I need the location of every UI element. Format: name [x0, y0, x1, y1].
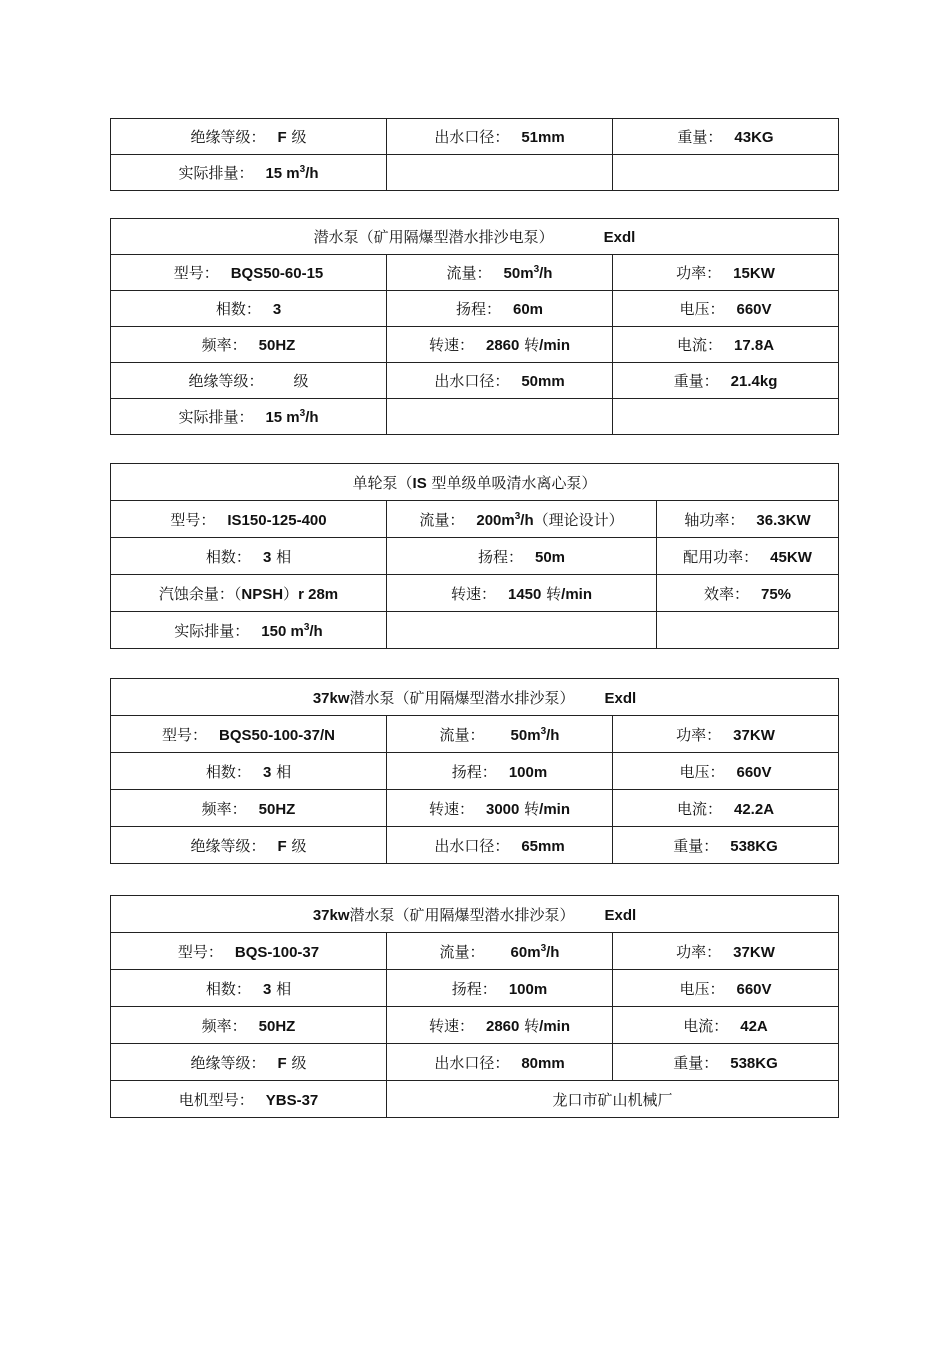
table-row [111, 327, 839, 363]
table-row [111, 363, 839, 399]
spec-table-4 [110, 678, 839, 864]
cell-frequency: 频率： 50HZ [111, 327, 387, 363]
cell-weight: 重量： 43KG [613, 119, 839, 155]
cell-weight: 重量： 538KG [613, 827, 839, 864]
cell-outlet-diameter: 出水口径： 80mm [387, 1044, 613, 1081]
cell-voltage: 电压： 660V [613, 753, 839, 790]
spec-table-5 [110, 895, 839, 1118]
cell-flow: 流量： $50m^3/h$ [387, 255, 613, 291]
cell-model: 型号： BQS50-100-37/N [111, 716, 387, 753]
cell-insulation: 绝缘等级： 级 [111, 363, 387, 399]
table-row [111, 827, 839, 864]
cell-actual-discharge: 实际排量： 150 $m^3/h$ [111, 612, 387, 649]
cell-model: 型号： BQS50-60-15 [111, 255, 387, 291]
cell-speed: 转速： 2860 转/min [387, 327, 613, 363]
table-title-row [111, 464, 839, 501]
cell-weight: 重量： 538KG [613, 1044, 839, 1081]
cell-speed: 转速： 2860 转/min [387, 1007, 613, 1044]
cell-npsh: 汽蚀余量：（NPSH）r 28m [111, 575, 387, 612]
cell-flow: 流量： $50m^3/h$ [387, 716, 613, 753]
cell-power: 功率： 15KW [613, 255, 839, 291]
table-row [111, 399, 839, 435]
spec-table-1 [110, 118, 839, 191]
cell-empty [657, 612, 839, 649]
cell-power: 功率： 37KW [613, 933, 839, 970]
cell-frequency: 频率： 50HZ [111, 1007, 387, 1044]
cell-voltage: 电压： 660V [613, 291, 839, 327]
table-row [111, 753, 839, 790]
table-row [111, 255, 839, 291]
table-title-row [111, 679, 839, 716]
cell-speed: 转速： 3000 转/min [387, 790, 613, 827]
cell-shaft-power: 轴功率： 36.3KW [657, 501, 839, 538]
table-row [111, 119, 839, 155]
table-title: 潜水泵（矿用隔爆型潜水排沙电泵） Exdl [111, 219, 839, 255]
table-row [111, 970, 839, 1007]
table-row [111, 575, 839, 612]
cell-rated-power: 配用功率： 45KW [657, 538, 839, 575]
table-row [111, 790, 839, 827]
table-title: 37kw潜水泵（矿用隔爆型潜水排沙泵） Exdl [111, 679, 839, 716]
cell-phases: 相数： 3 相 [111, 753, 387, 790]
table-title: 单轮泵（IS 型单级单吸清水离心泵） [111, 464, 839, 501]
table-row [111, 1007, 839, 1044]
cell-current: 电流： 42A [613, 1007, 839, 1044]
cell-empty [387, 612, 657, 649]
table-title-row [111, 896, 839, 933]
cell-manufacturer: 龙口市矿山机械厂 [387, 1081, 839, 1118]
cell-power: 功率： 37KW [613, 716, 839, 753]
cell-phases: 相数： 3 [111, 291, 387, 327]
table-row [111, 1044, 839, 1081]
cell-model: 型号： IS150-125-400 [111, 501, 387, 538]
cell-head: 扬程： 60m [387, 291, 613, 327]
table-row [111, 933, 839, 970]
cell-actual-discharge: 实际排量： 15 $m^3/h$ [111, 155, 387, 191]
cell-frequency: 频率： 50HZ [111, 790, 387, 827]
cell-head: 扬程： 50m [387, 538, 657, 575]
spec-table-3 [110, 463, 839, 649]
cell-empty [613, 155, 839, 191]
cell-empty [387, 399, 613, 435]
cell-head: 扬程： 100m [387, 970, 613, 1007]
table-row [111, 716, 839, 753]
cell-phases: 相数： 3 相 [111, 538, 387, 575]
cell-flow: 流量： $200m^3/h$（理论设计） [387, 501, 657, 538]
table-row [111, 612, 839, 649]
spec-table-2 [110, 218, 839, 435]
table-title: 37kw潜水泵（矿用隔爆型潜水排沙泵） Exdl [111, 896, 839, 933]
cell-outlet-diameter: 出水口径： 51mm [387, 119, 613, 155]
cell-actual-discharge: 实际排量： 15 $m^3/h$ [111, 399, 387, 435]
cell-insulation: 绝缘等级： F 级 [111, 119, 387, 155]
cell-voltage: 电压： 660V [613, 970, 839, 1007]
cell-current: 电流： 42.2A [613, 790, 839, 827]
table-title-row [111, 219, 839, 255]
cell-weight: 重量： 21.4kg [613, 363, 839, 399]
cell-phases: 相数： 3 相 [111, 970, 387, 1007]
cell-insulation: 绝缘等级： F 级 [111, 827, 387, 864]
cell-outlet-diameter: 出水口径： 65mm [387, 827, 613, 864]
cell-empty [387, 155, 613, 191]
cell-current: 电流： 17.8A [613, 327, 839, 363]
cell-model: 型号： BQS-100-37 [111, 933, 387, 970]
table-row [111, 1081, 839, 1118]
cell-head: 扬程： 100m [387, 753, 613, 790]
cell-speed: 转速： 1450 转/min [387, 575, 657, 612]
cell-insulation: 绝缘等级： F 级 [111, 1044, 387, 1081]
cell-motor-model: 电机型号： YBS-37 [111, 1081, 387, 1118]
table-row [111, 155, 839, 191]
cell-empty [613, 399, 839, 435]
table-row [111, 538, 839, 575]
table-row [111, 291, 839, 327]
cell-outlet-diameter: 出水口径： 50mm [387, 363, 613, 399]
cell-flow: 流量： $60m^3/h$ [387, 933, 613, 970]
table-row [111, 501, 839, 538]
cell-efficiency: 效率： 75% [657, 575, 839, 612]
